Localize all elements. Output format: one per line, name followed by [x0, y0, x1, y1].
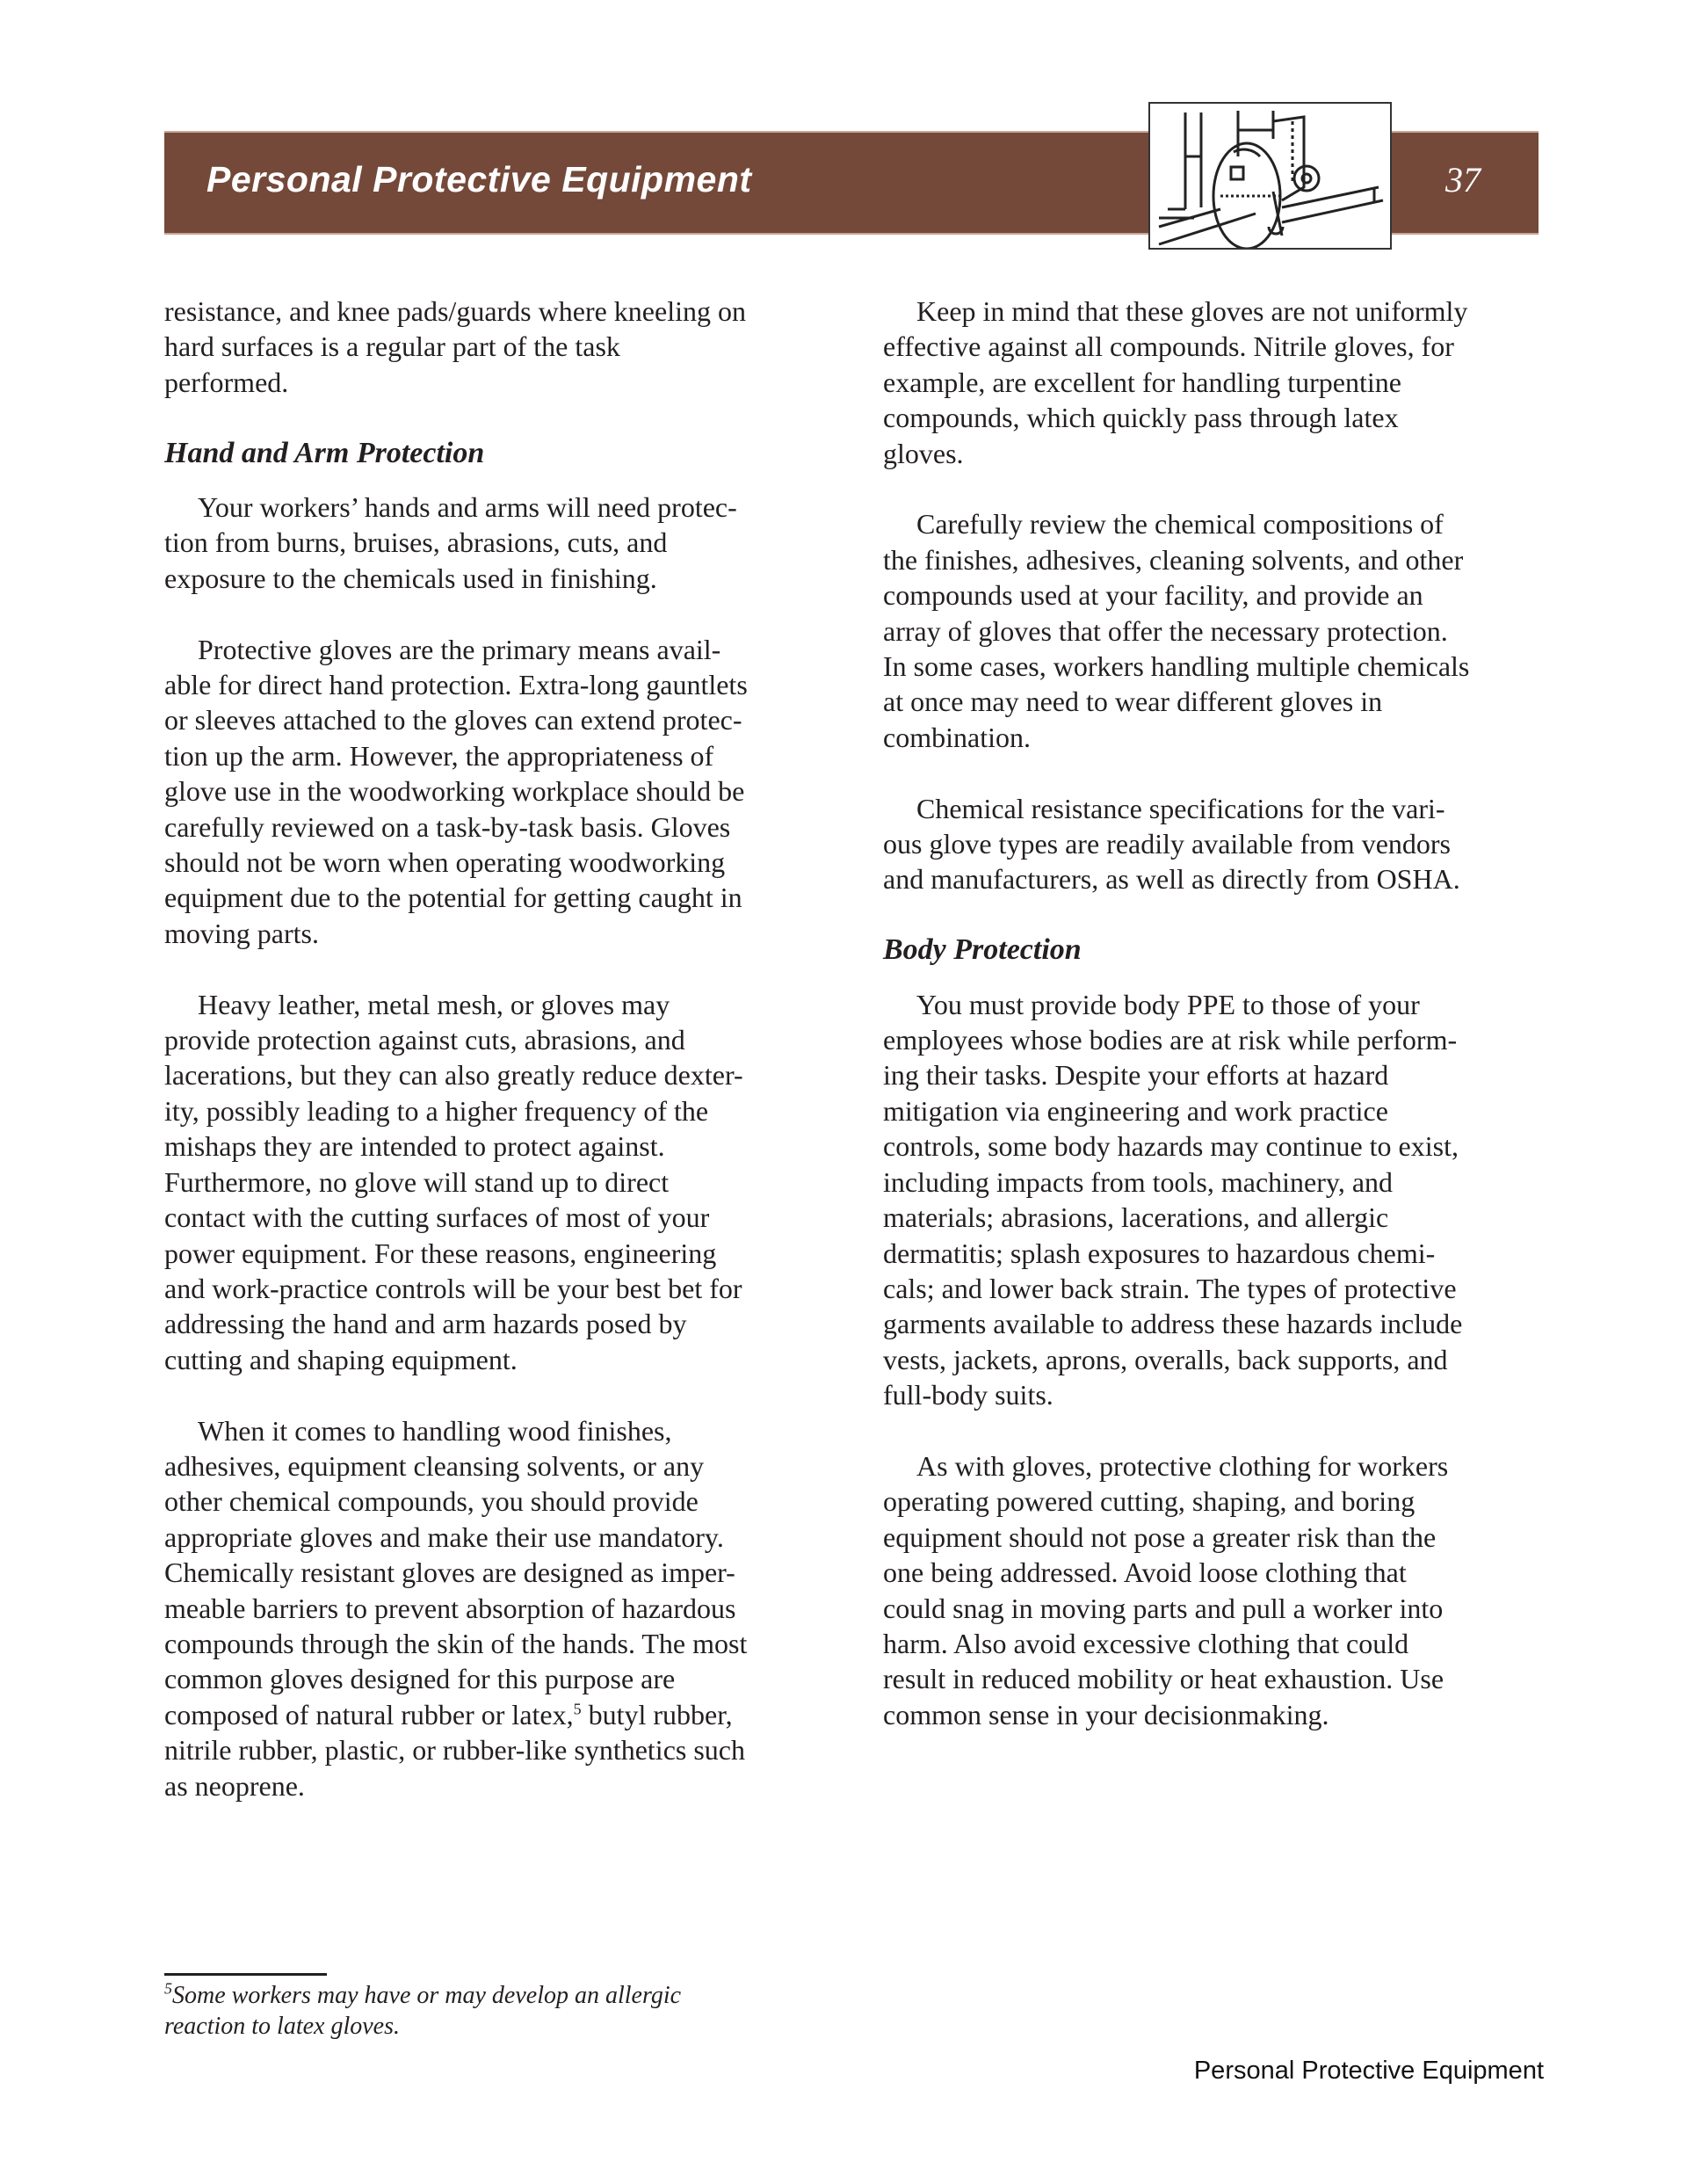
text-line: moving parts.	[164, 917, 319, 949]
text-line: the finishes, adhesives, cleaning solvents, and other	[883, 543, 1464, 576]
text-line: meable barriers to prevent absorption of hazardous	[164, 1592, 736, 1624]
text-line: employees whose bodies are at risk while perform-	[883, 1024, 1458, 1056]
text-line: hard surfaces is a regular part of the task	[164, 330, 620, 363]
paragraph	[883, 506, 1551, 755]
footnote	[164, 1980, 681, 2042]
text-line: lacerations, but they can also greatly reduce dexter-	[164, 1059, 743, 1092]
paragraph	[164, 294, 832, 400]
text-line: $^5$Some workers may have or may develop an allergic	[164, 1979, 682, 2009]
chapter-title: Personal Protective Equipment	[206, 159, 752, 200]
circular-saw-illustration-icon	[1148, 102, 1392, 250]
text-line: compounds through the skin of the hands. The most	[164, 1627, 748, 1659]
text-line: and work-practice controls will be your best bet for	[164, 1272, 742, 1304]
paragraph	[164, 632, 832, 952]
text-line: harm. Also avoid excessive clothing that could	[883, 1627, 1409, 1659]
text-line: Furthermore, no glove will stand up to direct	[164, 1165, 670, 1198]
section-heading-hand-arm: Hand and Arm Protection	[164, 436, 485, 469]
text-line: When it comes to handling wood finishes,	[198, 1414, 672, 1447]
text-line: cutting and shaping equipment.	[164, 1343, 518, 1375]
text-line: compounds, which quickly pass through latex	[883, 402, 1399, 434]
text-line: Heavy leather, metal mesh, or gloves may	[198, 988, 670, 1020]
text-line: exposure to the chemicals used in finishing.	[164, 562, 657, 594]
text-line: and manufacturers, as well as directly from OSHA.	[883, 863, 1460, 896]
text-line: composed of natural rubber or latex,$^5$ butyl rubber,	[164, 1698, 733, 1731]
text-line: Chemical resistance specifications for the vari-	[916, 792, 1445, 824]
text-line: carefully reviewed on a task-by-task basis. Gloves	[164, 810, 731, 843]
text-line: Carefully review the chemical compositions of	[916, 508, 1444, 541]
paragraph	[883, 987, 1551, 1413]
text-line: at once may need to wear different gloves in	[883, 686, 1383, 718]
text-line: equipment due to the potential for getting caught in	[164, 882, 742, 914]
text-line: equipment should not pose a greater risk than the	[883, 1520, 1437, 1553]
text-line: mishaps they are intended to protect against.	[164, 1130, 665, 1163]
paragraph	[164, 490, 832, 596]
text-line: adhesives, equipment cleansing solvents, or any	[164, 1449, 705, 1482]
paragraph	[883, 294, 1551, 471]
text-line: provide protection against cuts, abrasions, and	[164, 1024, 685, 1056]
text-line: appropriate gloves and make their use mandatory.	[164, 1520, 724, 1553]
text-line: effective against all compounds. Nitrile gloves, for	[883, 330, 1454, 363]
text-line: vests, jackets, aprons, overalls, back supports, and	[883, 1343, 1448, 1375]
text-line: one being addressed. Avoid loose clothing that	[883, 1556, 1407, 1589]
text-line: Chemically resistant gloves are designed as imper-	[164, 1556, 735, 1589]
text-line: cals; and lower back strain. The types of protective	[883, 1272, 1457, 1304]
text-line: able for direct hand protection. Extra-long gauntlets	[164, 669, 748, 701]
page-number: 37	[1445, 160, 1481, 200]
text-line: You must provide body PPE to those of your	[916, 988, 1420, 1020]
text-line: Protective gloves are the primary means avail-	[198, 633, 721, 665]
running-footer: Personal Protective Equipment	[1193, 2057, 1544, 2085]
text-line: ous glove types are readily available from vendors	[883, 828, 1451, 860]
paragraph	[883, 1448, 1551, 1732]
text-line: gloves.	[883, 437, 964, 469]
text-line: other chemical compounds, you should provide	[164, 1485, 699, 1518]
text-line: power equipment. For these reasons, engineering	[164, 1237, 717, 1269]
paragraph	[164, 987, 832, 1377]
paragraph	[164, 1413, 832, 1803]
text-line: example, are excellent for handling turpentine	[883, 366, 1401, 398]
left-column	[164, 294, 832, 1839]
text-line: as neoprene.	[164, 1769, 305, 1802]
text-line: glove use in the woodworking workplace should be	[164, 775, 745, 808]
right-column	[883, 294, 1551, 1768]
text-line: dermatitis; splash exposures to hazardous chemi-	[883, 1237, 1436, 1269]
text-line: Your workers’ hands and arms will need protec-	[198, 491, 737, 524]
text-line: combination.	[883, 721, 1031, 753]
text-line: addressing the hand and arm hazards posed by	[164, 1308, 687, 1340]
section-heading-body: Body Protection	[883, 933, 1082, 967]
text-line: or sleeves attached to the gloves can extend protec-	[164, 704, 742, 736]
text-line: ity, possibly leading to a higher frequency of the	[164, 1094, 709, 1127]
text-line: performed.	[164, 366, 289, 398]
text-line: should not be worn when operating woodworking	[164, 846, 726, 879]
paragraph	[883, 791, 1551, 897]
text-line: array of gloves that offer the necessary protection.	[883, 614, 1448, 647]
text-line: could snag in moving parts and pull a worker into	[883, 1592, 1444, 1624]
text-line: ing their tasks. Despite your efforts at hazard	[883, 1059, 1389, 1092]
text-line: tion up the arm. However, the appropriateness of	[164, 739, 714, 772]
text-line: controls, some body hazards may continue to exist,	[883, 1130, 1459, 1163]
text-line: nitrile rubber, plastic, or rubber-like synthetics such	[164, 1734, 745, 1767]
text-line: garments available to address these hazards include	[883, 1308, 1463, 1340]
text-line: reaction to latex gloves.	[164, 2013, 400, 2040]
text-line: operating powered cutting, shaping, and boring	[883, 1485, 1415, 1518]
text-line: tion from burns, bruises, abrasions, cuts, and	[164, 526, 668, 559]
text-line: compounds used at your facility, and provide an	[883, 579, 1423, 612]
text-line: As with gloves, protective clothing for workers	[916, 1449, 1449, 1482]
text-line: Keep in mind that these gloves are not uniformly	[916, 295, 1468, 327]
footnote-marker: 5	[164, 1979, 172, 1998]
text-line: common gloves designed for this purpose are	[164, 1663, 676, 1695]
text-line: including impacts from tools, machinery, and	[883, 1165, 1394, 1198]
text-line: resistance, and knee pads/guards where kneeling on	[164, 295, 746, 327]
text-line: contact with the cutting surfaces of most of your	[164, 1201, 710, 1234]
text-line: result in reduced mobility or heat exhaustion. Use	[883, 1663, 1444, 1695]
text-line: full-body suits.	[883, 1379, 1053, 1411]
text-line: mitigation via engineering and work practice	[883, 1094, 1388, 1127]
footnote-divider	[164, 1973, 327, 1976]
text-line: materials; abrasions, lacerations, and allergic	[883, 1201, 1389, 1234]
footnote-reference[interactable]: 5	[573, 1700, 582, 1718]
text-line: common sense in your decisionmaking.	[883, 1698, 1329, 1731]
text-line: In some cases, workers handling multiple chemicals	[883, 650, 1470, 683]
